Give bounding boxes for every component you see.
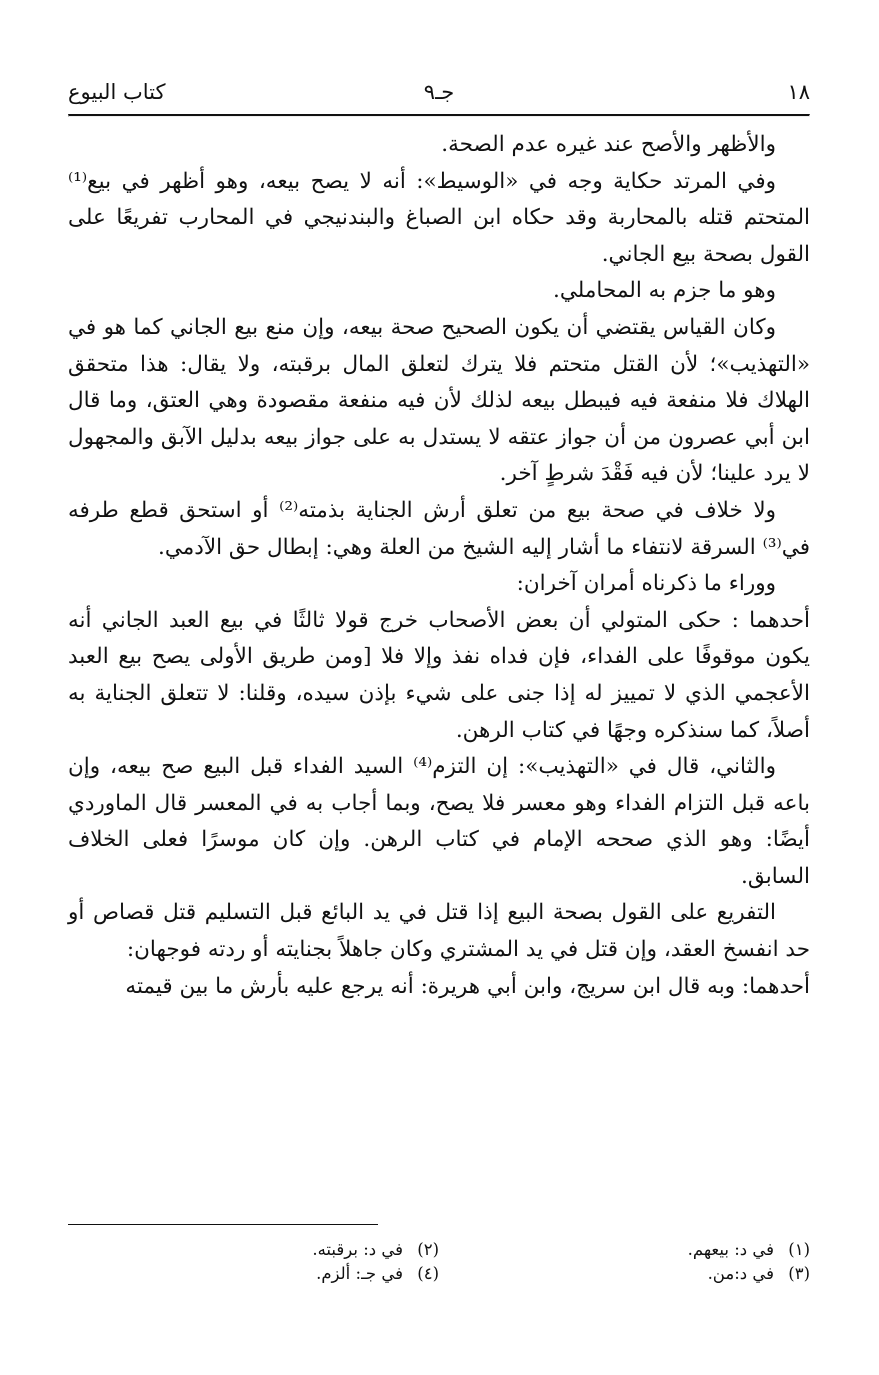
volume-label: جـ٩ [423, 80, 455, 104]
footnote-text: في د: برقبته. [312, 1240, 403, 1259]
paragraph: وفي المرتد حكاية وجه في «الوسيط»: أنه لا يصح بيعه، وهو أظهر في بيع⁽¹⁾ المتحتم قتله بالمحاربة وقد حكاه ابن الصباغ والبندنيجي في المحارب تفريعًا على القول بصحة بيع الجاني. [68, 168, 810, 267]
footnote [68, 1238, 439, 1262]
paragraph: والثاني، قال في «التهذيب»: إن التزم⁽⁴⁾ السيد الفداء قبل البيع صح بيعه، وإن باعه قبل التزام الفداء وهو معسر فلا يصح، وبما أجاب به في المعسر قال الماوردي أيضًا: وهو الذي صححه الإمام في كتاب الرهن. وإن كان موسرًا فعلى الخلاف السابق. [68, 754, 810, 889]
page-header [68, 70, 810, 114]
footnote [439, 1238, 810, 1262]
paragraph: ولا خلاف في صحة بيع من تعلق أرش الجناية بذمته⁽²⁾ أو استحق قطع طرفه في⁽³⁾ السرقة لانتفاء ما أشار إليه الشيخ من العلة وهي: إبطال حق الآدمي. [68, 497, 810, 560]
book-page [68, 70, 810, 1350]
paragraph: وكان القياس يقتضي أن يكون الصحيح صحة بيعه، وإن منع بيع الجاني كما هو في «التهذيب»؛ لأن القتل متحتم فلا يترك لتعلق المال برقبته، ولا يقال: هذا متحقق الهلاك فلا منفعة فيه فيبطل بيعه لذلك لأن فيه منفعة مقصودة وهي العتق، وما قال ابن أبي عصرون من أن جواز عتقه لا يستدل به على جواز بيعه بدليل الآبق والمجهول لا يرد علينا؛ لأن فيه فَقْدَ شرطٍ آخر. [68, 314, 810, 487]
footnote-text: في د: بيعهم. [687, 1240, 774, 1259]
paragraph: أحدهما : حكى المتولي أن بعض الأصحاب خرج قولا ثالثًا في بيع العبد الجاني أنه يكون موقوفًا على الفداء، فإن فداه نفذ وإلا فلا [ومن طريق الأولى يصح بيع العبد الأعجمي الذي لا تمييز له إذا جنى على شيء بإذن سيده، وقلنا: لا تتعلق الجناية به أصلاً، كما سنذكره وجهًا في كتاب الرهن. [68, 607, 810, 743]
paragraph: ووراء ما ذكرناه أمران آخران: [516, 571, 776, 597]
main-text [68, 117, 810, 1005]
footnote-text: في د:من. [707, 1264, 774, 1283]
footnote-text: في جـ: ألزم. [316, 1264, 403, 1283]
footnote-row [68, 1238, 810, 1262]
footnote-number: (٣) [788, 1264, 810, 1283]
paragraph: وهو ما جزم به المحاملي. [553, 278, 776, 304]
footnote-number: (٢) [417, 1240, 439, 1259]
page-number: ١٨ [787, 80, 810, 104]
footnote-separator [68, 1224, 378, 1225]
footnote [439, 1262, 810, 1286]
paragraph: والأظهر والأصح عند غيره عدم الصحة. [441, 132, 776, 157]
footnote [68, 1262, 439, 1286]
footnote-number: (٤) [417, 1264, 439, 1283]
footnote-row [68, 1262, 810, 1286]
footnotes [68, 1238, 810, 1286]
paragraph: أحدهما: وبه قال ابن سريج، وابن أبي هريرة: أنه يرجع عليه بأرش ما بين قيمته [125, 973, 810, 999]
paragraph: التفريع على القول بصحة البيع إذا قتل في يد البائع قبل التسليم قتل قصاص أو حد انفسخ العقد، وإن قتل في يد المشتري وكان جاهلاً بجنايته أو ردته فوجهان: [68, 900, 810, 963]
footnote-number: (١) [788, 1240, 810, 1259]
book-title: كتاب البيوع [68, 80, 166, 104]
